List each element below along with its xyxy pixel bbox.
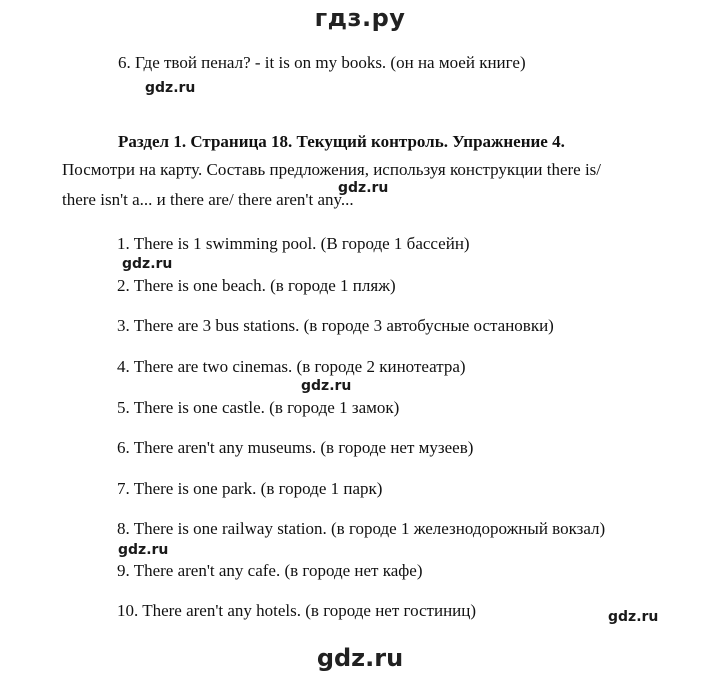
answer-item-2: 2. There is one beach. (в городе 1 пляж) [117, 276, 396, 295]
watermark: gdz.ru [122, 256, 173, 272]
answer-item-8: 8. There is one railway station. (в городе 1 железнодорожный вокзал) [117, 519, 606, 538]
section-heading: Раздел 1. Страница 18. Текущий контроль. Упражнение 4. [118, 132, 565, 151]
site-header-title: гдз.ру [314, 4, 406, 32]
site-footer-title: gdz.ru [316, 644, 404, 672]
instruction-line-2: there isn't a... и there are/ there aren't any... [62, 190, 354, 209]
watermark: gdz.ru [145, 80, 196, 96]
previous-answer-line: 6. Где твой пенал? - it is on my books. (он на моей книге) [118, 53, 526, 72]
watermark: gdz.ru [118, 542, 169, 558]
answer-item-6: 6. There aren't any museums. (в городе нет музеев) [117, 438, 474, 457]
watermark: gdz.ru [338, 180, 389, 196]
answer-item-9: 9. There aren't any cafe. (в городе нет кафе) [117, 561, 423, 580]
answer-item-3: 3. There are 3 bus stations. (в городе 3 автобусные остановки) [117, 316, 554, 335]
answer-item-5: 5. There is one castle. (в городе 1 замок) [117, 398, 400, 417]
watermark: gdz.ru [608, 609, 659, 625]
answer-item-4: 4. There are two cinemas. (в городе 2 кинотеатра) [117, 357, 466, 376]
answer-item-1: 1. There is 1 swimming pool. (В городе 1 бассейн) [117, 234, 470, 253]
answer-item-7: 7. There is one park. (в городе 1 парк) [117, 479, 383, 498]
answer-item-10: 10. There aren't any hotels. (в городе нет гостиниц) [117, 601, 477, 620]
watermark: gdz.ru [301, 378, 352, 394]
instruction-line-1: Посмотри на карту. Составь предложения, используя конструкции there is/ [62, 160, 602, 179]
